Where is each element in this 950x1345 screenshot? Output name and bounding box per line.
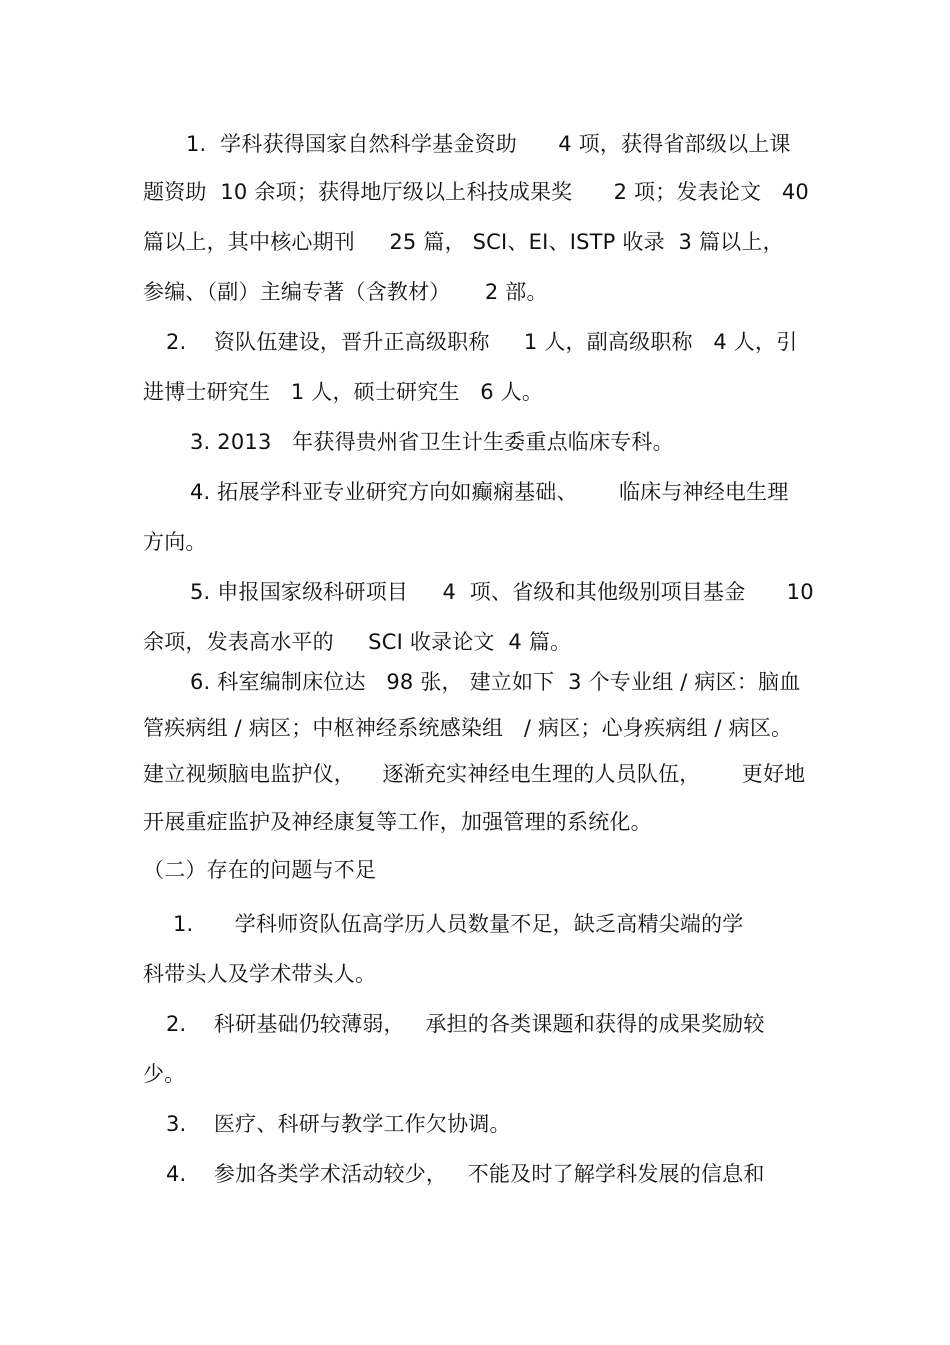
text-line: 1. 学科师资队伍高学历人员数量不足，缺乏高精尖端的学 [173,912,744,936]
section-heading: （二）存在的问题与不足 [143,858,377,882]
text-line: 少。 [143,1062,186,1086]
text-line: 4. 参加各类学术活动较少， 不能及时了解学科发展的信息和 [166,1162,765,1186]
text-line: 4. 拓展学科亚专业研究方向如癫痫基础、 临床与神经电生理 [190,480,789,504]
text-line: 3. 2013 年获得贵州省卫生计生委重点临床专科。 [190,430,674,454]
text-line: 2. 资队伍建设，晋升正高级职称 1 人，副高级职称 4 人，引 [166,330,798,354]
text-line: 进博士研究生 1 人，硕士研究生 6 人。 [143,380,544,404]
text-line: 建立视频脑电监护仪， 逐渐充实神经电生理的人员队伍， 更好地 [143,762,806,786]
text-line: 参编、（副）主编专著（含教材） 2 部。 [143,280,548,304]
text-line: 开展重症监护及神经康复等工作，加强管理的系统化。 [143,810,652,834]
text-line: 5. 申报国家级科研项目 4 项、省级和其他级别项目基金 10 [190,580,814,604]
text-line: 方向。 [143,530,207,554]
text-line: 2. 科研基础仍较薄弱， 承担的各类课题和获得的成果奖励较 [166,1012,765,1036]
text-line: 6. 科室编制床位达 98 张， 建立如下 3 个专业组 / 病区：脑血 [190,670,801,694]
text-line: 篇以上，其中核心期刊 25 篇， SCI、EI、ISTP 收录 3 篇以上， [143,230,784,254]
text-line: 科带头人及学术带头人。 [143,962,377,986]
text-line: 题资助 10 余项；获得地厅级以上科技成果奖 2 项；发表论文 40 [143,180,809,204]
text-line: 管疾病组 / 病区；中枢神经系统感染组 / 病区；心身疾病组 / 病区。 [143,716,793,740]
text-line: 余项，发表高水平的 SCI 收录论文 4 篇。 [143,630,572,654]
text-line: 3. 医疗、科研与教学工作欠协调。 [166,1112,511,1136]
text-line: 1. 学科获得国家自然科学基金资助 4 项，获得省部级以上课 [186,132,791,156]
